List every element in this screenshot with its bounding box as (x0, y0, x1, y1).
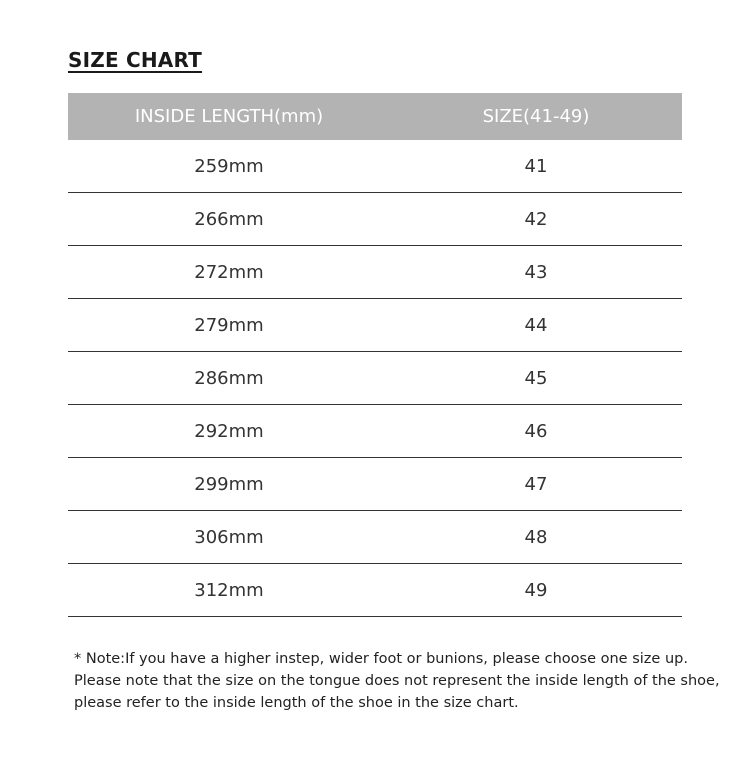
table-row (68, 405, 682, 458)
size-note (74, 648, 720, 714)
header-inside-length: INSIDE LENGTH(mm) (68, 93, 390, 140)
cell-size: 41 (390, 140, 682, 193)
cell-size: 47 (390, 458, 682, 511)
table-row (68, 458, 682, 511)
note-line: * Note:If you have a higher instep, wider foot or bunions, please choose one size up. (74, 651, 688, 667)
cell-inside-length: 259mm (68, 140, 390, 193)
table-row (68, 352, 682, 405)
header-size: SIZE(41-49) (390, 93, 682, 140)
note-line: please refer to the inside length of the shoe in the size chart. (74, 695, 519, 711)
cell-inside-length: 306mm (68, 511, 390, 564)
cell-inside-length: 286mm (68, 352, 390, 405)
cell-size: 45 (390, 352, 682, 405)
size-chart-table (68, 93, 682, 617)
table-header-row (68, 93, 682, 140)
table-row (68, 140, 682, 193)
cell-inside-length: 292mm (68, 405, 390, 458)
cell-size: 49 (390, 564, 682, 617)
cell-size: 48 (390, 511, 682, 564)
page-title: SIZE CHART (68, 48, 203, 72)
table-row (68, 564, 682, 617)
table-row (68, 246, 682, 299)
cell-size: 42 (390, 193, 682, 246)
cell-inside-length: 266mm (68, 193, 390, 246)
cell-size: 44 (390, 299, 682, 352)
cell-inside-length: 312mm (68, 564, 390, 617)
cell-inside-length: 279mm (68, 299, 390, 352)
cell-size: 46 (390, 405, 682, 458)
cell-size: 43 (390, 246, 682, 299)
table-row (68, 511, 682, 564)
note-line: Please note that the size on the tongue does not represent the inside length of the shoe, (74, 673, 720, 689)
cell-inside-length: 299mm (68, 458, 390, 511)
table-row (68, 193, 682, 246)
table-row (68, 299, 682, 352)
cell-inside-length: 272mm (68, 246, 390, 299)
